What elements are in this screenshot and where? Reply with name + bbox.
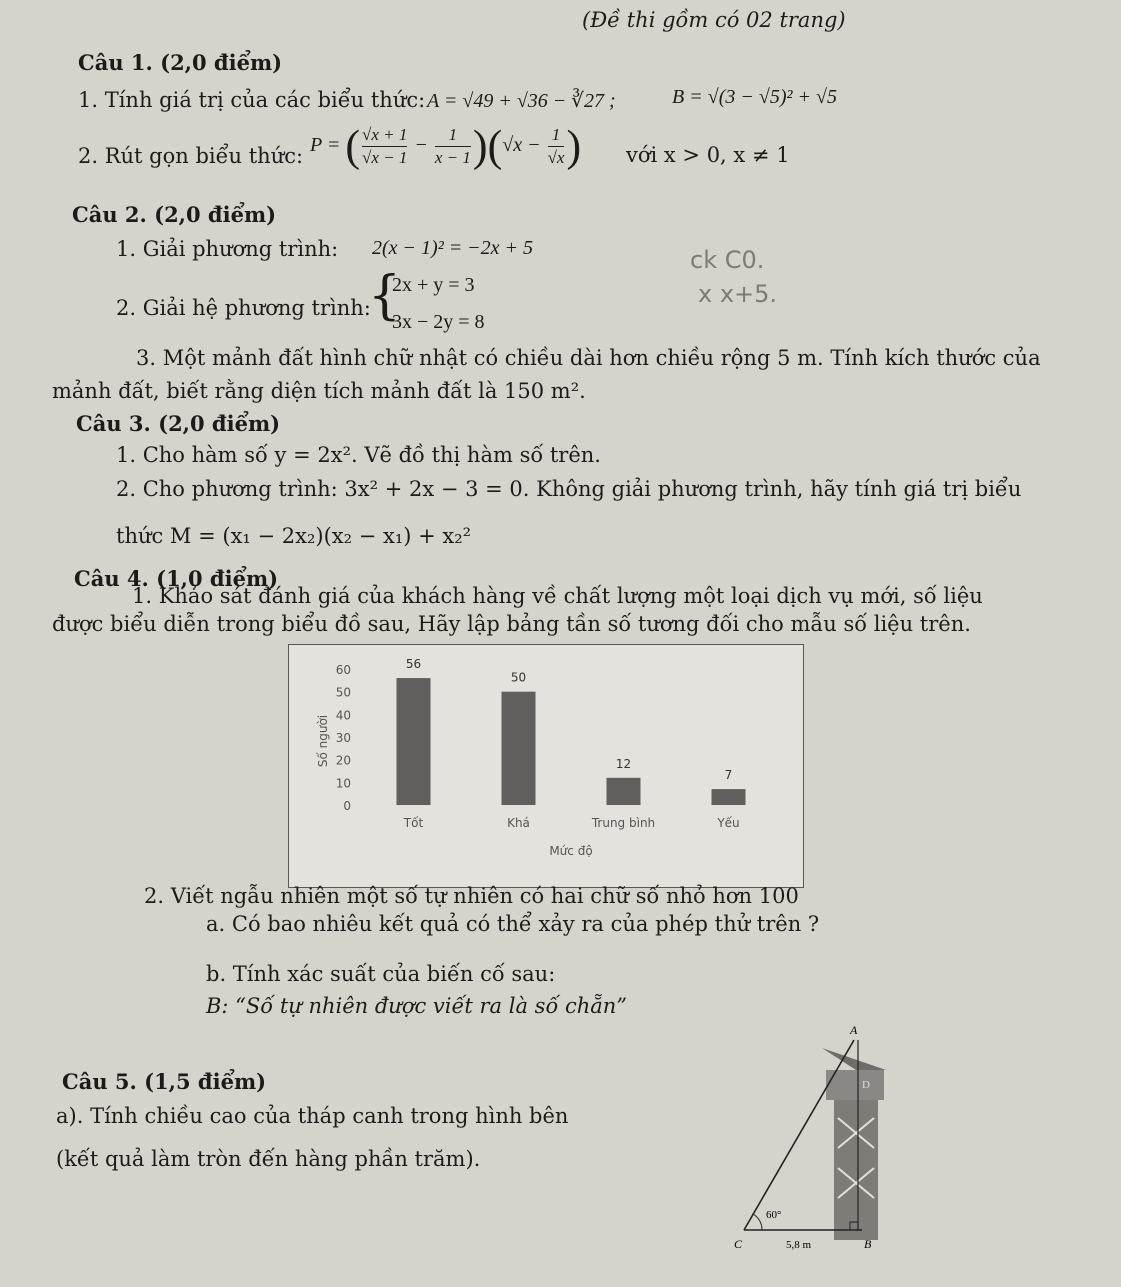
system-equation-2: 3x − 2y = 8 bbox=[392, 311, 485, 333]
q1-expression-a: A = √49 + √36 − ∛27 ; bbox=[427, 90, 616, 112]
q4-title: Câu 4. (1,0 điểm) bbox=[74, 566, 279, 591]
x-tick-label: Tốt bbox=[403, 816, 424, 830]
label-c: C bbox=[734, 1237, 743, 1251]
system-brace: { bbox=[368, 266, 402, 326]
header-note: (Đề thi gồm có 02 trang) bbox=[582, 8, 846, 32]
q2-equation: 2(x − 1)² = −2x + 5 bbox=[372, 237, 534, 259]
tower-roof bbox=[822, 1048, 886, 1070]
bar bbox=[502, 692, 536, 805]
q1-part1-text: 1. Tính giá trị của các biểu thức: bbox=[78, 88, 426, 112]
handwritten-note-2: x x+5. bbox=[698, 280, 778, 308]
bar bbox=[397, 678, 431, 805]
bar-value-label: 56 bbox=[405, 657, 422, 672]
q1-title: Câu 1. (2,0 điểm) bbox=[78, 50, 283, 75]
y-tick-label: 20 bbox=[335, 753, 351, 768]
label-b: B bbox=[864, 1237, 872, 1251]
q5-title: Câu 5. (1,5 điểm) bbox=[62, 1069, 267, 1094]
q3-part2-line1: 2. Cho phương trình: 3x² + 2x − 3 = 0. Không giải phương trình, hãy tính giá trị biểu bbox=[116, 477, 1022, 501]
y-tick-label: 50 bbox=[335, 685, 351, 700]
q3-title: Câu 3. (2,0 điểm) bbox=[76, 411, 281, 436]
q4-part2-a: a. Có bao nhiêu kết quả có thể xảy ra của phép thử trên ? bbox=[206, 912, 820, 936]
watchtower-figure bbox=[726, 1018, 896, 1254]
q2-part3-line1: 3. Một mảnh đất hình chữ nhật có chiều dài hơn chiều rộng 5 m. Tính kích thước của bbox=[136, 346, 1041, 370]
bar-value-label: 50 bbox=[510, 670, 527, 685]
q3-part1-text: 1. Cho hàm số y = 2x². Vẽ đồ thị hàm số trên. bbox=[116, 443, 601, 467]
label-d: D bbox=[862, 1079, 870, 1091]
y-tick-label: 30 bbox=[335, 731, 351, 745]
y-tick-label: 60 bbox=[335, 663, 351, 677]
system-equation-1: 2x + y = 3 bbox=[392, 274, 475, 296]
q5-line1: a). Tính chiều cao của tháp canh trong hình bên bbox=[56, 1104, 569, 1128]
q1-part2-text: 2. Rút gọn biểu thức: bbox=[78, 144, 304, 168]
q2-part2-text: 2. Giải hệ phương trình: bbox=[116, 296, 371, 320]
y-tick-label: 40 bbox=[335, 708, 351, 723]
y-tick-label: 10 bbox=[335, 776, 351, 791]
q5-line2: (kết quả làm tròn đến hàng phần trăm). bbox=[56, 1147, 481, 1171]
q2-title: Câu 2. (2,0 điểm) bbox=[72, 202, 277, 227]
x-axis-label: Mức độ bbox=[549, 844, 593, 858]
q1-condition: với x > 0, x ≠ 1 bbox=[626, 143, 790, 167]
label-angle: 60° bbox=[766, 1209, 782, 1221]
q4-part1-line2: được biểu diễn trong biểu đồ sau, Hãy lập bảng tần số tương đối cho mẫu số liệu trên. bbox=[52, 612, 971, 636]
bar-chart bbox=[288, 644, 804, 888]
angle-arc bbox=[753, 1214, 762, 1230]
x-tick-label: Yếu bbox=[717, 816, 740, 830]
bar-value-label: 12 bbox=[615, 756, 632, 771]
q4-part1-line1: 1. Khảo sát đánh giá của khách hàng về chất lượng một loại dịch vụ mới, số liệu bbox=[132, 584, 983, 608]
bar-value-label: 7 bbox=[724, 768, 733, 783]
q1-expression-b: B = √(3 − √5)² + √5 bbox=[672, 86, 837, 108]
q3-part2-line2: thức M = (x₁ − 2x₂)(x₂ − x₁) + x₂² bbox=[116, 524, 472, 548]
label-a: A bbox=[850, 1023, 858, 1037]
y-tick-label: 0 bbox=[343, 799, 351, 813]
q4-part2-b: b. Tính xác suất của biến cố sau: bbox=[206, 962, 556, 986]
q2-part1-text: 1. Giải phương trình: bbox=[116, 237, 339, 261]
q4-event-b bbox=[206, 994, 627, 1018]
q4-part2-text: 2. Viết ngẫu nhiên một số tự nhiên có hai chữ số nhỏ hơn 100 bbox=[144, 884, 799, 908]
bar bbox=[607, 778, 641, 805]
y-axis-label: Số người bbox=[316, 714, 330, 768]
q1-expression-p: P = ( $\frac{√x + 1}{√x - 1}$ − $\frac{1}{x - 1}$ )(√x − $\frac{1}{√x}$ ) bbox=[310, 121, 582, 171]
handwritten-note-1: ck C0. bbox=[690, 246, 765, 274]
q4-event-b-text: B: “Số tự nhiên được viết ra là số chẵn” bbox=[206, 994, 628, 1018]
x-tick-label: Trung bình bbox=[591, 816, 656, 830]
label-length: 5,8 m bbox=[786, 1239, 812, 1251]
bar bbox=[712, 789, 746, 805]
x-tick-label: Khá bbox=[507, 816, 530, 830]
q2-part3-line2: mảnh đất, biết rằng diện tích mảnh đất là 150 m². bbox=[52, 379, 586, 403]
